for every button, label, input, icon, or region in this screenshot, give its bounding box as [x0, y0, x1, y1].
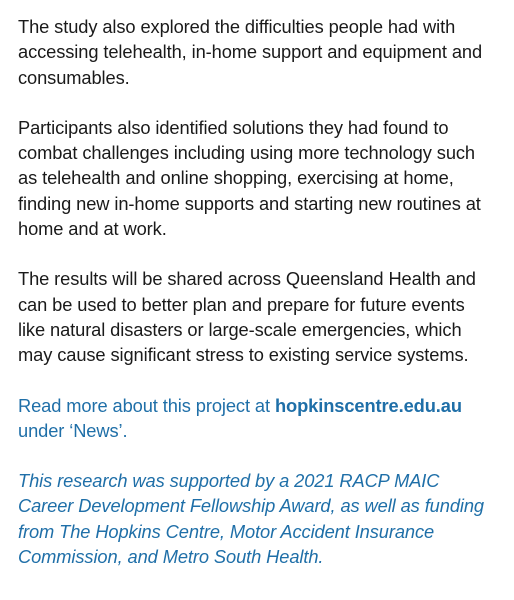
- funding-credit: This research was supported by a 2021 RACP MAIC Career Development Fellowship Award, as well as funding from The Hopkins Centre, Motor Accident Insurance Commission, and Metro South Health.: [18, 470, 484, 568]
- read-more-prefix: Read more about this project at: [18, 394, 275, 416]
- read-more-paragraph: [18, 393, 496, 444]
- article-body: [18, 14, 496, 594]
- read-more-suffix: under ‘News’.: [18, 419, 128, 441]
- paragraph-solutions: Participants also identified solutions they had found to combat challenges including using more technology such as telehealth and online shopping, exercising at home, finding new in-home supports and starting new routines at home and at work.: [18, 116, 481, 240]
- paragraph-results: The results will be shared across Queensland Health and can be used to better plan and prepare for future events like natural disasters or large-scale emergencies, which may cause significant stress to existing service systems.: [18, 268, 476, 366]
- paragraph-difficulties: The study also explored the difficulties people had with accessing telehealth, in-home support and equipment and consumables.: [18, 16, 483, 88]
- hopkins-centre-link[interactable]: hopkinscentre.edu.au: [274, 394, 462, 416]
